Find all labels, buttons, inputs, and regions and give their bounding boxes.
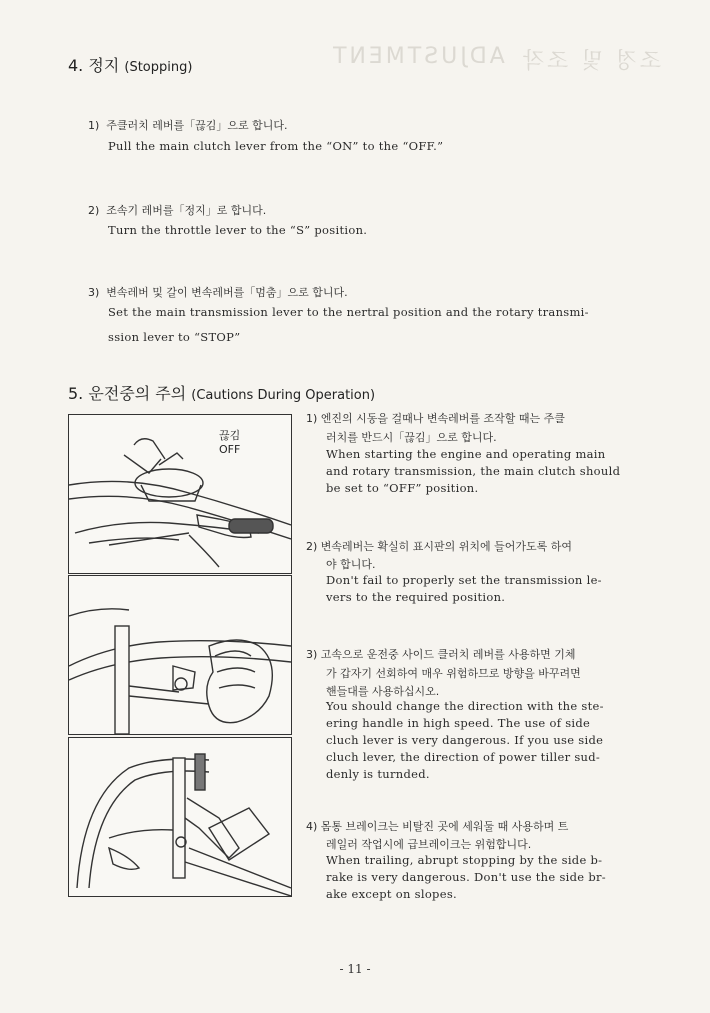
item-4-3-kr: 3) 변속레버 및 갈이 변속레버를「멈춤」으로 합니다. xyxy=(88,286,348,299)
item-4-3-en-1: Set the main transmission lever to the nertral position and the rotary transmi- xyxy=(108,305,589,319)
bleed-through-title: ADJUSTMENT xyxy=(330,44,505,69)
figure-transmission-lever xyxy=(68,575,292,735)
item-4-2-en: Turn the throttle lever to the “S” position. xyxy=(108,223,368,237)
item-5-1-en-2: and rotary transmission, the main clutch should xyxy=(326,464,621,478)
item-5-2-en-1: Don't fail to properly set the transmission le- xyxy=(326,573,602,587)
section-5-title xyxy=(68,381,375,404)
figure-brake xyxy=(68,737,292,897)
section-4-title xyxy=(68,53,192,76)
item-4-1-en: Pull the main clutch lever from the “ON” to the “OFF.” xyxy=(108,139,444,153)
item-5-4-kr-2: 레일러 작업시에 급브레이크는 위험합니다. xyxy=(326,838,532,851)
item-5-2-kr-1: 2) 변속레버는 확실히 표시판의 위치에 들어가도록 하여 xyxy=(306,540,573,553)
page-number: - 11 - xyxy=(339,962,371,976)
item-5-3-en-5: denly is turnded. xyxy=(326,767,430,781)
item-5-1-kr-2: 러치를 반드시「끊김」으로 합니다. xyxy=(326,431,497,444)
item-5-3-kr-2: 가 갑자기 선회하여 매우 위험하므로 방향을 바꾸려면 xyxy=(326,667,581,680)
item-5-4-en-2: rake is very dangerous. Don't use the side br- xyxy=(326,870,606,884)
item-5-3-kr-1: 3) 고속으로 운전중 사이드 클러치 레버를 사용하면 기체 xyxy=(306,648,576,661)
section-title-en: (Cautions During Operation) xyxy=(191,388,376,403)
brake-illustration xyxy=(69,738,291,896)
item-5-3-en-1: You should change the direction with the ste- xyxy=(326,699,604,713)
section-title-kr: 정지 xyxy=(88,56,120,75)
item-5-3-en-2: ering handle in high speed. The use of side xyxy=(326,716,591,730)
item-4-2-kr: 2) 조속기 레버를「정지」로 합니다. xyxy=(88,204,267,217)
item-5-2-kr-2: 야 합니다. xyxy=(326,558,376,571)
item-5-4-kr-1: 4) 몸통 브레이크는 비탈진 곳에 세워둘 때 사용하며 트 xyxy=(306,820,569,833)
item-5-3-en-4: cluch lever, the direction of power tiller sud- xyxy=(326,750,601,764)
figure-clutch-lever xyxy=(68,414,292,574)
item-5-2-en-2: vers to the required position. xyxy=(326,590,506,604)
item-5-4-en-1: When trailing, abrupt stopping by the side b- xyxy=(326,853,603,867)
item-5-1-kr-1: 1) 엔진의 시동을 걸때나 변속레버를 조작할 때는 주클 xyxy=(306,412,565,425)
item-5-1-en-3: be set to “OFF” position. xyxy=(326,481,479,495)
section-number: 4. xyxy=(68,56,84,75)
item-4-1-kr: 1) 주클러치 레버를「끊김」으로 합니다. xyxy=(88,119,288,132)
clutch-lever-illustration xyxy=(69,415,291,573)
section-title-en: (Stopping) xyxy=(124,60,193,75)
item-5-3-en-3: cluch lever is very dangerous. If you use side xyxy=(326,733,604,747)
item-5-4-en-3: ake except on slopes. xyxy=(326,887,457,901)
transmission-lever-illustration xyxy=(69,576,291,734)
item-4-3-en-2: ssion lever to “STOP” xyxy=(108,330,241,344)
item-5-1-en-1: When starting the engine and operating main xyxy=(326,447,606,461)
item-5-3-kr-3: 핸들대를 사용하십시오. xyxy=(326,685,440,698)
section-number: 5. xyxy=(68,384,84,403)
bleed-through-title-kr: 조정 및 조작 xyxy=(520,49,662,74)
section-title-kr: 운전중의 주의 xyxy=(88,384,187,403)
off-label: 끊김 OFF xyxy=(219,429,241,456)
